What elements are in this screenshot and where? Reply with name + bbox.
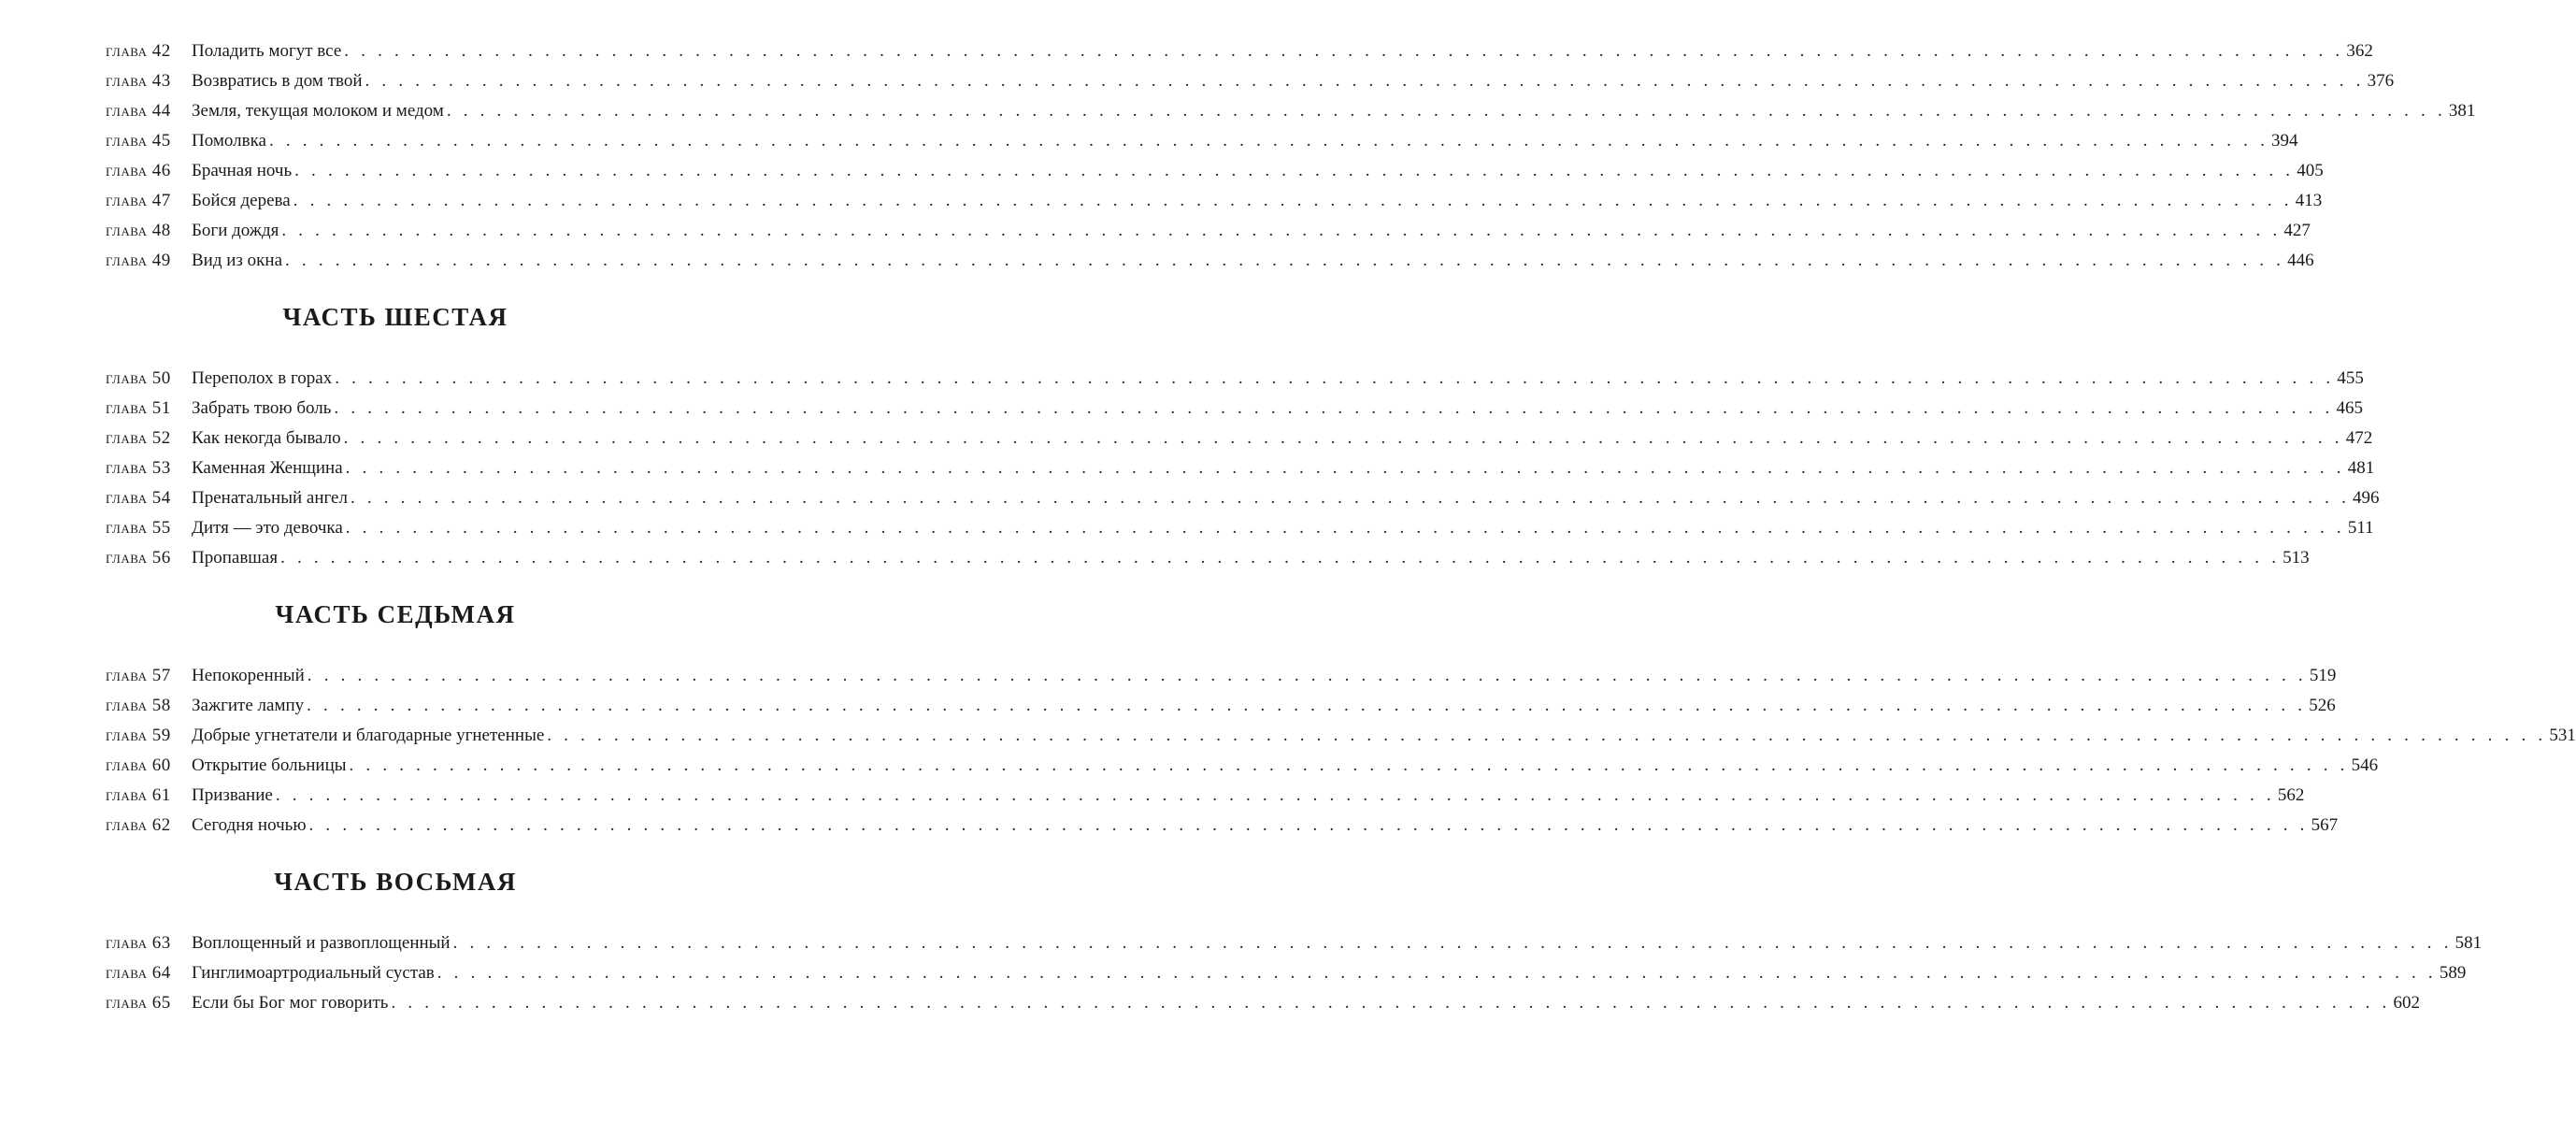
dot-leader: . . . . . . . . . . . . . . . . . . . . . . . . . . . . . . . . . . . . . . . . . . . . . . . . . . . . . . . . . . . . . . . . . . . . . . . . . . . . . . . . . . . . . . . . . . . . . . . . . . . . . . . . . . . . . . . . . . . . . . . . — [436, 963, 2437, 983]
dot-leader: . . . . . . . . . . . . . . . . . . . . . . . . . . . . . . . . . . . . . . . . . . . . . . . . . . . . . . . . . . . . . . . . . . . . . . . . . . . . . . . . . . . . . . . . . . . . . . . . . . . . . . . . . . . . . . . . . . . . . . . . — [335, 368, 2335, 388]
chapter-word: глава — [106, 933, 148, 953]
dot-leader: . . . . . . . . . . . . . . . . . . . . . . . . . . . . . . . . . . . . . . . . . . . . . . . . . . . . . . . . . . . . . . . . . . . . . . . . . . . . . . . . . . . . . . . . . . . . . . . . . . . . . . . . . . . . . . . . . . . . . . . . — [344, 41, 2344, 61]
chapter-label — [106, 186, 192, 216]
dot-leader: . . . . . . . . . . . . . . . . . . . . . . . . . . . . . . . . . . . . . . . . . . . . . . . . . . . . . . . . . . . . . . . . . . . . . . . . . . . . . . . . . . . . . . . . . . . . . . . . . . . . . . . . . . . . . . . . . . . . . . . . — [349, 755, 2349, 775]
toc-entry — [106, 186, 2323, 216]
page-number: 519 — [2309, 666, 2337, 685]
chapter-label — [106, 751, 192, 781]
dot-leader: . . . . . . . . . . . . . . . . . . . . . . . . . . . . . . . . . . . . . . . . . . . . . . . . . . . . . . . . . . . . . . . . . . . . . . . . . . . . . . . . . . . . . . . . . . . . . . . . . . . . . . . . . . . . . . . . . . . . . . . . — [365, 71, 2365, 91]
page-number: 513 — [2283, 548, 2310, 568]
chapter-word: глава — [106, 131, 148, 151]
page-number: 472 — [2345, 428, 2373, 448]
chapter-label — [106, 156, 192, 186]
toc-entry — [106, 751, 2379, 781]
chapter-label — [106, 958, 192, 988]
chapter-label — [106, 453, 192, 483]
dot-leader: . . . . . . . . . . . . . . . . . . . . . . . . . . . . . . . . . . . . . . . . . . . . . . . . . . . . . . . . . . . . . . . . . . . . . . . . . . . . . . . . . . . . . . . . . . . . . . . . . . . . . . . . . . . . . . . . . . . . . . . . — [281, 221, 2282, 240]
chapter-title: Как некогда бывало — [192, 428, 341, 448]
dot-leader: . . . . . . . . . . . . . . . . . . . . . . . . . . . . . . . . . . . . . . . . . . . . . . . . . . . . . . . . . . . . . . . . . . . . . . . . . . . . . . . . . . . . . . . . . . . . . . . . . . . . . . . . . . . . . . . . . . . . . . . . — [446, 101, 2446, 121]
chapter-word: глава — [106, 458, 148, 478]
toc-entry — [106, 988, 2421, 1018]
page-number: 427 — [2283, 221, 2311, 240]
chapter-title: Если бы Бог мог говорить — [192, 993, 389, 1013]
toc-entry — [106, 483, 2380, 513]
page-number: 567 — [2311, 815, 2339, 835]
chapter-number: 55 — [151, 518, 171, 538]
chapter-label — [106, 216, 192, 246]
page-number: 465 — [2336, 398, 2363, 418]
chapter-label — [106, 928, 192, 958]
chapter-number: 50 — [151, 368, 171, 388]
chapter-label — [106, 36, 192, 66]
toc-entry — [106, 958, 2467, 988]
chapter-word: глава — [106, 696, 148, 715]
page-number: 446 — [2287, 251, 2314, 270]
chapter-number: 42 — [151, 41, 171, 61]
chapter-word: глава — [106, 41, 148, 61]
chapter-number: 54 — [151, 488, 171, 508]
chapter-label — [106, 543, 192, 573]
chapter-label — [106, 781, 192, 811]
chapter-number: 65 — [151, 993, 171, 1013]
chapter-title: Боги дождя — [192, 221, 279, 240]
chapter-word: глава — [106, 548, 148, 568]
toc-entry — [106, 691, 2336, 721]
chapter-label — [106, 66, 192, 96]
chapter-label — [106, 483, 192, 513]
chapter-title: Помолвка — [192, 131, 266, 151]
chapter-label — [106, 394, 192, 424]
toc-entry — [106, 781, 2305, 811]
chapter-label — [106, 126, 192, 156]
dot-leader: . . . . . . . . . . . . . . . . . . . . . . . . . . . . . . . . . . . . . . . . . . . . . . . . . . . . . . . . . . . . . . . . . . . . . . . . . . . . . . . . . . . . . . . . . . . . . . . . . . . . . . . . . . . . . . . . . . . . . . . . — [294, 161, 2295, 180]
dot-leader: . . . . . . . . . . . . . . . . . . . . . . . . . . . . . . . . . . . . . . . . . . . . . . . . . . . . . . . . . . . . . . . . . . . . . . . . . . . . . . . . . . . . . . . . . . . . . . . . . . . . . . . . . . . . . . . . . . . . . . . . — [307, 696, 2307, 715]
dot-leader: . . . . . . . . . . . . . . . . . . . . . . . . . . . . . . . . . . . . . . . . . . . . . . . . . . . . . . . . . . . . . . . . . . . . . . . . . . . . . . . . . . . . . . . . . . . . . . . . . . . . . . . . . . . . . . . . . . . . . . . . — [280, 548, 2281, 568]
chapter-label — [106, 721, 192, 751]
dot-leader: . . . . . . . . . . . . . . . . . . . . . . . . . . . . . . . . . . . . . . . . . . . . . . . . . . . . . . . . . . . . . . . . . . . . . . . . . . . . . . . . . . . . . . . . . . . . . . . . . . . . . . . . . . . . . . . . . . . . . . . . — [275, 785, 2275, 805]
page-number: 589 — [2439, 963, 2467, 983]
dot-leader: . . . . . . . . . . . . . . . . . . . . . . . . . . . . . . . . . . . . . . . . . . . . . . . . . . . . . . . . . . . . . . . . . . . . . . . . . . . . . . . . . . . . . . . . . . . . . . . . . . . . . . . . . . . . . . . . . . . . . . . . — [334, 398, 2334, 418]
chapter-number: 60 — [151, 755, 171, 775]
chapter-number: 46 — [151, 161, 171, 180]
chapter-title: Сегодня ночью — [192, 815, 307, 835]
chapter-word: глава — [106, 488, 148, 508]
dot-leader: . . . . . . . . . . . . . . . . . . . . . . . . . . . . . . . . . . . . . . . . . . . . . . . . . . . . . . . . . . . . . . . . . . . . . . . . . . . . . . . . . . . . . . . . . . . . . . . . . . . . . . . . . . . . . . . . . . . . . . . . — [307, 666, 2307, 685]
toc-entry — [106, 928, 2483, 958]
dot-leader: . . . . . . . . . . . . . . . . . . . . . . . . . . . . . . . . . . . . . . . . . . . . . . . . . . . . . . . . . . . . . . . . . . . . . . . . . . . . . . . . . . . . . . . . . . . . . . . . . . . . . . . . . . . . . . . . . . . . . . . . — [285, 251, 2285, 270]
toc-entry — [106, 661, 2337, 691]
chapter-word: глава — [106, 161, 148, 180]
toc-entry — [106, 364, 2364, 394]
chapter-word: глава — [106, 666, 148, 685]
page-number: 526 — [2309, 696, 2336, 715]
chapter-number: 64 — [151, 963, 171, 983]
toc-entry — [106, 721, 2576, 751]
toc-entry — [106, 513, 2374, 543]
chapter-title: Гинглимоартродиальный сустав — [192, 963, 435, 983]
toc-entry — [106, 394, 2363, 424]
page-number: 376 — [2367, 71, 2395, 91]
chapter-title: Брачная ночь — [192, 161, 293, 180]
chapter-word: глава — [106, 221, 148, 240]
chapter-label — [106, 988, 192, 1018]
page-number: 581 — [2454, 933, 2483, 953]
chapter-title: Возвратись в дом твой — [192, 71, 363, 91]
part-heading: ЧАСТЬ ШЕСТАЯ — [282, 303, 508, 331]
chapter-title: Вид из окна — [192, 251, 283, 270]
toc-entry — [106, 543, 2310, 573]
chapter-title: Открытие больницы — [192, 755, 347, 775]
chapter-title: Переполох в горах — [192, 368, 333, 388]
page-number: 496 — [2353, 488, 2380, 508]
toc-entry — [106, 453, 2375, 483]
page-number: 531 — [2549, 726, 2576, 745]
page-number: 455 — [2337, 368, 2364, 388]
chapter-number: 63 — [151, 933, 171, 953]
dot-leader: . . . . . . . . . . . . . . . . . . . . . . . . . . . . . . . . . . . . . . . . . . . . . . . . . . . . . . . . . . . . . . . . . . . . . . . . . . . . . . . . . . . . . . . . . . . . . . . . . . . . . . . . . . . . . . . . . . . . . . . . — [343, 428, 2343, 448]
toc-entry — [106, 246, 2314, 276]
page-number: 562 — [2277, 785, 2305, 805]
chapter-number: 43 — [151, 71, 171, 91]
chapter-title: Пренатальный ангел — [192, 488, 348, 508]
part-heading: ЧАСТЬ ВОСЬМАЯ — [274, 868, 517, 896]
chapter-title: Призвание — [192, 785, 273, 805]
chapter-number: 56 — [151, 548, 171, 568]
chapter-word: глава — [106, 726, 148, 745]
page-number: 405 — [2297, 161, 2324, 180]
chapter-word: глава — [106, 251, 148, 270]
chapter-label — [106, 661, 192, 691]
toc-entry — [106, 424, 2373, 453]
toc-entry — [106, 216, 2311, 246]
chapter-word: глава — [106, 368, 148, 388]
chapter-title: Непокоренный — [192, 666, 305, 685]
chapter-title: Пропавшая — [192, 548, 279, 568]
dot-leader: . . . . . . . . . . . . . . . . . . . . . . . . . . . . . . . . . . . . . . . . . . . . . . . . . . . . . . . . . . . . . . . . . . . . . . . . . . . . . . . . . . . . . . . . . . . . . . . . . . . . . . . . . . . . . . . . . . . . . . . . — [308, 815, 2309, 835]
chapter-label — [106, 364, 192, 394]
chapter-number: 49 — [151, 251, 171, 270]
chapter-label — [106, 246, 192, 276]
page-number: 381 — [2448, 101, 2476, 121]
dot-leader: . . . . . . . . . . . . . . . . . . . . . . . . . . . . . . . . . . . . . . . . . . . . . . . . . . . . . . . . . . . . . . . . . . . . . . . . . . . . . . . . . . . . . . . . . . . . . . . . . . . . . . . . . . . . . . . . . . . . . . . . — [391, 993, 2391, 1013]
chapter-word: глава — [106, 963, 148, 983]
chapter-number: 58 — [151, 696, 171, 715]
chapter-word: глава — [106, 755, 148, 775]
chapter-label — [106, 811, 192, 841]
chapter-number: 57 — [151, 666, 171, 685]
chapter-title: Земля, текущая молоком и медом — [192, 101, 444, 121]
page-number: 511 — [2347, 518, 2374, 538]
dot-leader: . . . . . . . . . . . . . . . . . . . . . . . . . . . . . . . . . . . . . . . . . . . . . . . . . . . . . . . . . . . . . . . . . . . . . . . . . . . . . . . . . . . . . . . . . . . . . . . . . . . . . . . . . . . . . . . . . . . . . . . . — [547, 726, 2547, 745]
chapter-title: Забрать твою боль — [192, 398, 332, 418]
table-of-contents — [106, 36, 2576, 1018]
chapter-word: глава — [106, 428, 148, 448]
toc-entry — [106, 811, 2339, 841]
chapter-title: Добрые угнетатели и благодарные угнетенные — [192, 726, 545, 745]
part-heading: ЧАСТЬ СЕДЬМАЯ — [275, 600, 516, 628]
chapter-number: 62 — [151, 815, 171, 835]
toc-entry — [106, 156, 2324, 186]
dot-leader: . . . . . . . . . . . . . . . . . . . . . . . . . . . . . . . . . . . . . . . . . . . . . . . . . . . . . . . . . . . . . . . . . . . . . . . . . . . . . . . . . . . . . . . . . . . . . . . . . . . . . . . . . . . . . . . . . . . . . . . . — [268, 131, 2269, 151]
dot-leader: . . . . . . . . . . . . . . . . . . . . . . . . . . . . . . . . . . . . . . . . . . . . . . . . . . . . . . . . . . . . . . . . . . . . . . . . . . . . . . . . . . . . . . . . . . . . . . . . . . . . . . . . . . . . . . . . . . . . . . . . — [345, 458, 2345, 478]
chapter-label — [106, 424, 192, 453]
chapter-number: 44 — [151, 101, 171, 121]
chapter-number: 45 — [151, 131, 171, 151]
chapter-number: 61 — [151, 785, 171, 805]
toc-entry — [106, 66, 2395, 96]
chapter-word: глава — [106, 518, 148, 538]
page-number: 413 — [2295, 191, 2323, 210]
toc-entry — [106, 126, 2298, 156]
chapter-title: Зажгите лампу — [192, 696, 305, 715]
toc-entry — [106, 36, 2373, 66]
chapter-number: 48 — [151, 221, 171, 240]
page-number: 602 — [2393, 993, 2421, 1013]
chapter-number: 47 — [151, 191, 171, 210]
page-number: 481 — [2347, 458, 2375, 478]
chapter-label — [106, 691, 192, 721]
chapter-number: 51 — [151, 398, 171, 418]
chapter-word: глава — [106, 398, 148, 418]
chapter-title: Каменная Женщина — [192, 458, 343, 478]
dot-leader: . . . . . . . . . . . . . . . . . . . . . . . . . . . . . . . . . . . . . . . . . . . . . . . . . . . . . . . . . . . . . . . . . . . . . . . . . . . . . . . . . . . . . . . . . . . . . . . . . . . . . . . . . . . . . . . . . . . . . . . . — [345, 518, 2345, 538]
dot-leader: . . . . . . . . . . . . . . . . . . . . . . . . . . . . . . . . . . . . . . . . . . . . . . . . . . . . . . . . . . . . . . . . . . . . . . . . . . . . . . . . . . . . . . . . . . . . . . . . . . . . . . . . . . . . . . . . . . . . . . . . — [452, 933, 2453, 953]
chapter-title: Дитя — это девочка — [192, 518, 343, 538]
chapter-title: Поладить могут все — [192, 41, 342, 61]
chapter-word: глава — [106, 71, 148, 91]
chapter-label — [106, 513, 192, 543]
chapter-number: 52 — [151, 428, 171, 448]
chapter-title: Бойся дерева — [192, 191, 291, 210]
toc-entry — [106, 96, 2476, 126]
page-number: 362 — [2346, 41, 2373, 61]
dot-leader: . . . . . . . . . . . . . . . . . . . . . . . . . . . . . . . . . . . . . . . . . . . . . . . . . . . . . . . . . . . . . . . . . . . . . . . . . . . . . . . . . . . . . . . . . . . . . . . . . . . . . . . . . . . . . . . . . . . . . . . . — [293, 191, 2293, 210]
chapter-word: глава — [106, 101, 148, 121]
chapter-word: глава — [106, 191, 148, 210]
chapter-word: глава — [106, 785, 148, 805]
chapter-number: 59 — [151, 726, 171, 745]
page-number: 394 — [2271, 131, 2298, 151]
chapter-number: 53 — [151, 458, 171, 478]
chapter-word: глава — [106, 993, 148, 1013]
chapter-word: глава — [106, 815, 148, 835]
dot-leader: . . . . . . . . . . . . . . . . . . . . . . . . . . . . . . . . . . . . . . . . . . . . . . . . . . . . . . . . . . . . . . . . . . . . . . . . . . . . . . . . . . . . . . . . . . . . . . . . . . . . . . . . . . . . . . . . . . . . . . . . — [350, 488, 2351, 508]
chapter-label — [106, 96, 192, 126]
chapter-title: Воплощенный и развоплощенный — [192, 933, 451, 953]
page-number: 546 — [2351, 755, 2379, 775]
